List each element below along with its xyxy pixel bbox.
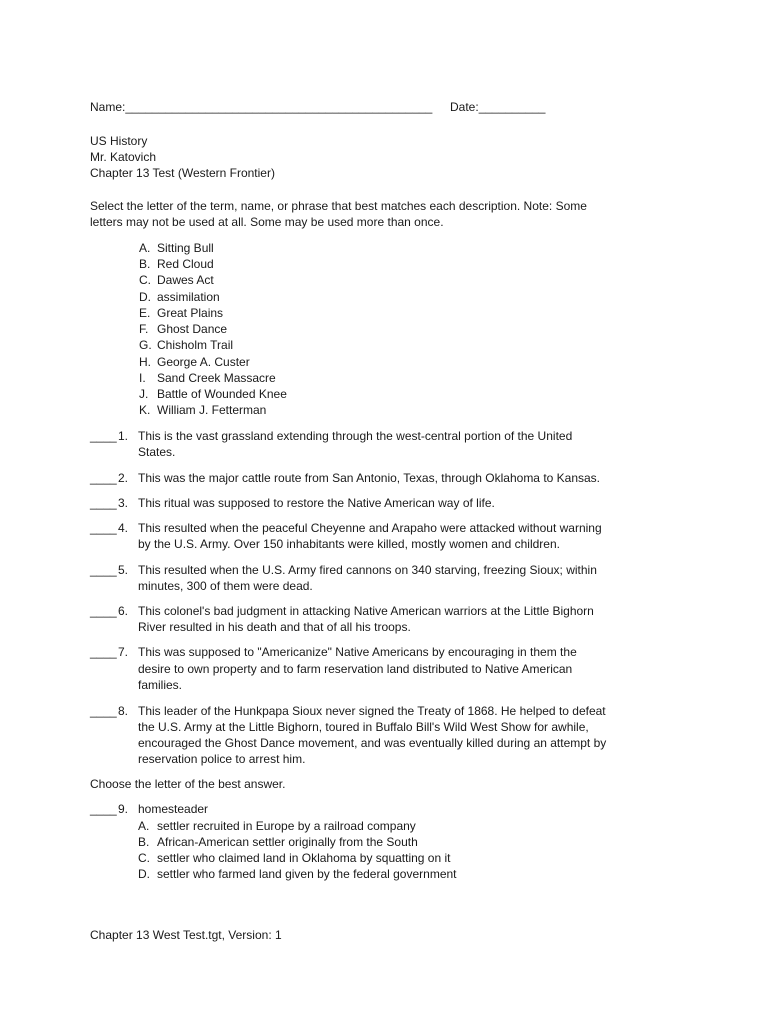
matching-instructions-line1: Select the letter of the term, name, or phrase that best matches each description. Note: Some <box>90 199 587 213</box>
choice-item: C. Dawes Act <box>139 273 214 287</box>
choice-item: G. Chisholm Trail <box>139 338 234 352</box>
answer-blank: ____ <box>90 429 117 443</box>
option-item: C. settler who claimed land in Oklahoma by squatting on it <box>138 851 451 865</box>
option-item: D. settler who farmed land given by the federal government <box>138 867 457 881</box>
question-text: desire to own property and to farm reservation land distributed to Native American <box>138 662 573 676</box>
question-text: This was the major cattle route from San Antonio, Texas, through Oklahoma to Kansas. <box>138 471 601 485</box>
question-text: This resulted when the peaceful Cheyenne and Arapaho were attacked without warning <box>138 521 602 535</box>
question-number: 8. <box>118 704 129 718</box>
answer-blank: ____ <box>90 496 117 510</box>
question-stem: homesteader <box>138 802 209 816</box>
name-label: Name: <box>90 100 126 114</box>
choice-item: E. Great Plains <box>139 306 224 320</box>
answer-blank: ____ <box>90 563 117 577</box>
question-text: This is the vast grassland extending through the west-central portion of the United <box>138 429 573 443</box>
question-number: 5. <box>118 563 129 577</box>
question-text: families. <box>138 678 183 692</box>
answer-blank: ____ <box>90 704 117 718</box>
question-text: the U.S. Army at the Little Bighorn, toured in Buffalo Bill's Wild West Show for awhile, <box>138 720 589 734</box>
question-text: encouraged the Ghost Dance movement, and was eventually killed during an attempt by <box>138 736 607 750</box>
question-number: 7. <box>118 645 129 659</box>
question-text: by the U.S. Army. Over 150 inhabitants were killed, mostly women and children. <box>138 537 560 551</box>
choice-item: H. George A. Custer <box>139 355 250 369</box>
matching-instructions-line2: letters may not be used at all. Some may be used more than once. <box>90 215 444 229</box>
choice-item: K. William J. Fetterman <box>139 403 267 417</box>
question-number: 3. <box>118 496 129 510</box>
answer-blank: ____ <box>90 645 117 659</box>
question-text: This was supposed to "Americanize" Native Americans by encouraging in them the <box>138 645 577 659</box>
question-text: This resulted when the U.S. Army fired cannons on 340 starving, freezing Sioux; within <box>138 563 597 577</box>
name-field <box>90 100 432 114</box>
date-field <box>450 100 545 114</box>
page-footer: Chapter 13 West Test.tgt, Version: 1 <box>90 928 282 942</box>
question-text: This leader of the Hunkpapa Sioux never signed the Treaty of 1868. He helped to defeat <box>138 704 606 718</box>
answer-blank: ____ <box>90 521 117 535</box>
option-item: A. settler recruited in Europe by a railroad company <box>138 819 416 833</box>
question-text: This ritual was supposed to restore the Native American way of life. <box>138 496 495 510</box>
choice-item: D. assimilation <box>139 290 220 304</box>
choice-item: F. Ghost Dance <box>139 322 228 336</box>
answer-blank: ____ <box>90 604 117 618</box>
choice-item: I. Sand Creek Massacre <box>139 371 276 385</box>
question-text: This colonel's bad judgment in attacking Native American warriors at the Little Bighorn <box>138 604 594 618</box>
question-number: 1. <box>118 429 129 443</box>
question-number: 9. <box>118 802 129 816</box>
choice-item: A. Sitting Bull <box>139 241 214 255</box>
question-number: 6. <box>118 604 129 618</box>
teacher-name: Mr. Katovich <box>90 150 157 164</box>
question-text: reservation police to arrest him. <box>138 752 306 766</box>
answer-blank: ____ <box>90 471 117 485</box>
question-text: States. <box>138 445 176 459</box>
multiple-choice-instructions: Choose the letter of the best answer. <box>90 777 286 791</box>
date-label: Date: <box>450 100 479 114</box>
date-blank: __________ <box>478 100 546 114</box>
name-blank: ______________________________________________ <box>125 100 433 114</box>
question-text: River resulted in his death and that of all his troops. <box>138 620 411 634</box>
answer-blank: ____ <box>90 802 117 816</box>
question-number: 4. <box>118 521 129 535</box>
choice-item: J. Battle of Wounded Knee <box>139 387 287 401</box>
choice-item: B. Red Cloud <box>139 257 214 271</box>
question-number: 2. <box>118 471 129 485</box>
question-text: minutes, 300 of them were dead. <box>138 579 313 593</box>
course-name: US History <box>90 134 148 148</box>
option-item: B. African-American settler originally from the South <box>138 835 418 849</box>
test-title: Chapter 13 Test (Western Frontier) <box>90 166 275 180</box>
